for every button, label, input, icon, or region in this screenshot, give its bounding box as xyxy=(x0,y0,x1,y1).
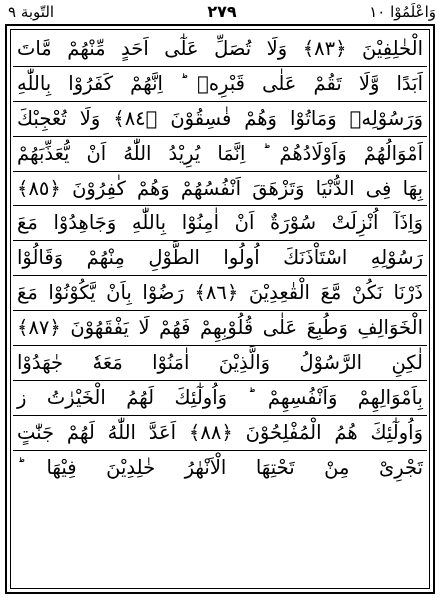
text-line xyxy=(13,276,427,311)
line-text: تَجْرِىْ مِنْ تَحْتِهَا الْاَنْهٰرُ خٰلِدِيْنَ فِيْهَا ؕ xyxy=(17,455,423,479)
text-line xyxy=(13,206,427,241)
text-line xyxy=(13,102,427,137)
text-line xyxy=(13,241,427,276)
line-text: اَمْوَالُهُمْ وَاَوْلَادُهُمْ ؕ اِنَّمَا يُرِيْدُ اللّٰهُ اَنْ يُّعَذِّبَهُمْ xyxy=(17,141,423,165)
text-line xyxy=(13,67,427,102)
page-frame xyxy=(5,24,435,594)
line-text: لٰكِنِ الرَّسُوْلُ وَالَّذِيْنَ اٰمَنُوْا مَعَهٗ جٰهَدُوْا xyxy=(17,351,423,375)
line-text: اَبَدًا وَّلَا تَقُمْ عَلٰى قَبْرِهٖ ؕ اِنَّهُمْ كَفَرُوْا بِاللّٰهِ xyxy=(17,71,423,95)
line-text: وَاِذَآ اُنْزِلَتْ سُوْرَةٌ اَنْ اٰمِنُوْا بِاللّٰهِ وَجَاهِدُوْا مَعَ xyxy=(17,211,423,235)
text-line xyxy=(13,137,427,172)
line-text: بِهَا فِى الدُّنْيَا وَتَزْهَقَ اَنْفُسُهُمْ وَهُمْ كٰفِرُوْنَ ﴿٨٥﴾ xyxy=(17,176,423,200)
line-text: الْخٰلِفِيْنَ ﴿٨٣﴾ وَلَا تُصَلِّ عَلٰٓى اَحَدٍ مِّنْهُمْ مَّاتَ xyxy=(17,37,423,60)
line-text: وَرَسُوْلِهٖ وَمَاتُوْا وَهُمْ فٰسِقُوْنَ ﴿٨٤﴾ وَلَا تُعْجِبْكَ xyxy=(17,106,424,130)
line-text: الْخَوَالِفِ وَطُبِعَ عَلٰى قُلُوْبِهِمْ فَهُمْ لَا يَفْقَهُوْنَ ﴿٨٧﴾ xyxy=(17,316,423,340)
text-line xyxy=(13,172,427,207)
surah-name: التّوبة ٩ xyxy=(8,3,55,21)
line-text: بِاَمْوَالِهِمْ وَاَنْفُسِهِمْ ؕ وَاُولٰٓئِكَ لَهُمُ الْخَيْرٰتُ ز xyxy=(17,385,423,409)
page-header xyxy=(0,0,444,24)
page-number: ٢٧٩ xyxy=(207,2,237,21)
text-line xyxy=(13,311,427,346)
text-line xyxy=(13,32,427,67)
text-line xyxy=(13,346,427,381)
line-text: ذَرْنَا نَكُنْ مَّعَ الْقٰعِدِيْنَ ﴿٨٦﴾ رَضُوْا بِاَنْ يَّكُوْنُوْا مَعَ xyxy=(17,281,423,305)
text-line xyxy=(13,381,427,416)
juz-name: وَاعْلَمُوْا ١٠ xyxy=(369,3,436,21)
line-text: رَسُوْلِهِ اسْتَاْذَنَكَ اُولُوا الطَّوْلِ مِنْهُمْ وَقَالُوْا xyxy=(17,246,423,270)
text-lines xyxy=(13,32,427,586)
line-text: وَاُولٰٓئِكَ هُمُ الْمُفْلِحُوْنَ ﴿٨٨﴾ اَعَدَّ اللّٰهُ لَهُمْ جَنّٰتٍ xyxy=(17,420,423,444)
text-line xyxy=(13,451,427,486)
text-line xyxy=(13,416,427,451)
